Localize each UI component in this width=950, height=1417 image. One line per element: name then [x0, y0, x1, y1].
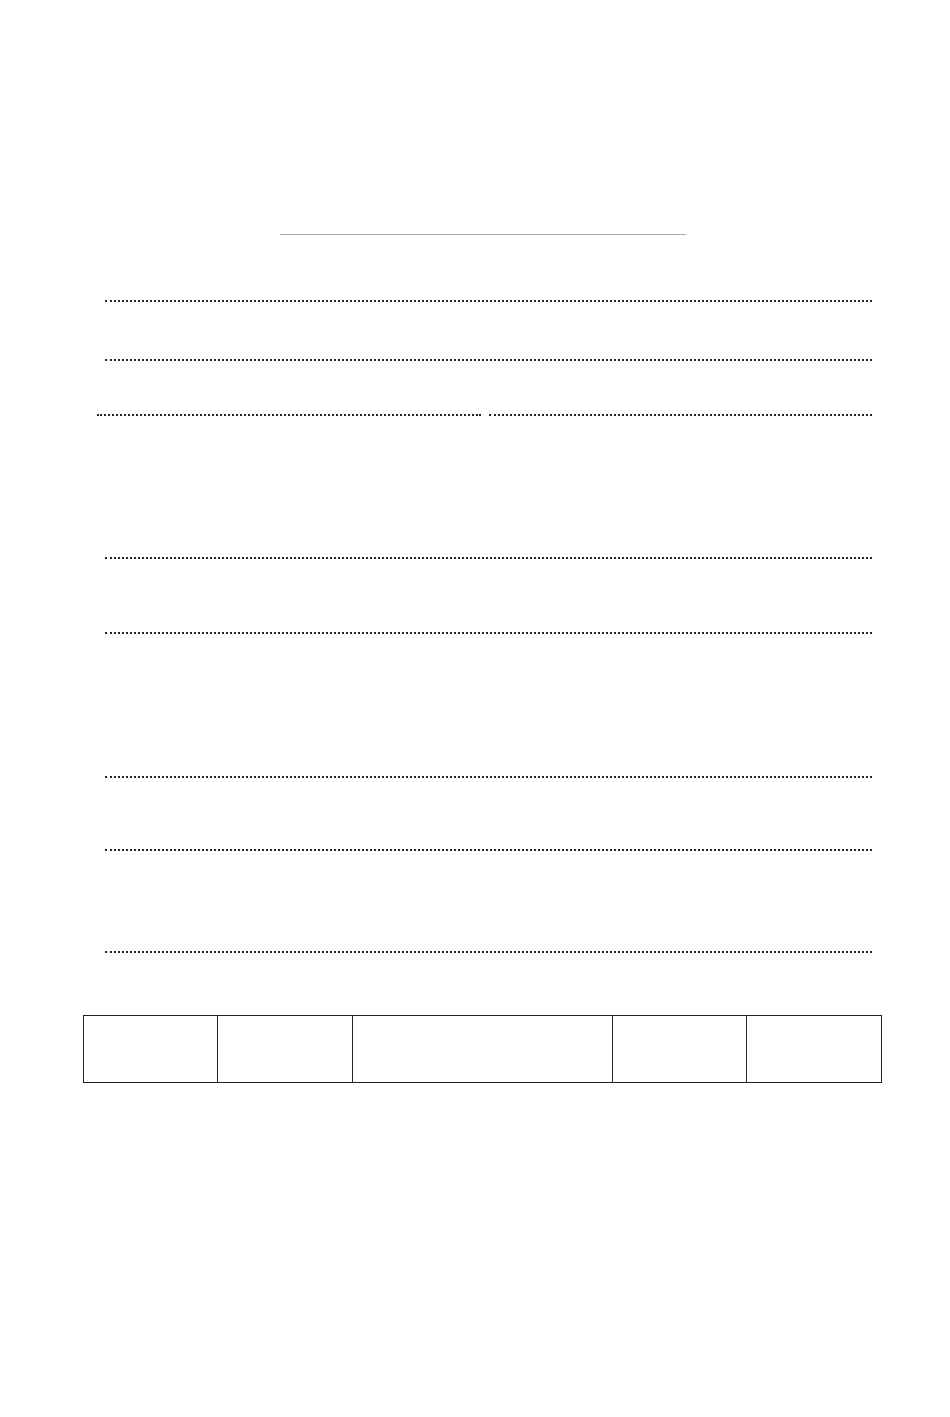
protocol-header-row: [84, 1016, 882, 1083]
period-end-dotted-line[interactable]: [489, 414, 873, 416]
serial-dotted-line[interactable]: [105, 359, 872, 361]
protocol-table: [83, 1015, 882, 1289]
date-print-field[interactable]: [97, 934, 872, 956]
date-print-dotted-line[interactable]: [105, 951, 872, 953]
buyer-name-field[interactable]: [97, 540, 872, 562]
column-header: [747, 1016, 882, 1083]
seller-address-dotted-line[interactable]: [105, 849, 872, 851]
seller-name-dotted-line[interactable]: [105, 776, 872, 778]
serial-field[interactable]: [97, 342, 872, 364]
column-header: [84, 1016, 218, 1083]
buyer-address-dotted-line[interactable]: [105, 632, 872, 634]
period-start-dotted-line[interactable]: [97, 414, 481, 416]
protocol-table-body: [84, 1083, 882, 1289]
period-field[interactable]: [97, 397, 872, 419]
seller-address-field[interactable]: [97, 832, 872, 854]
seller-name-field[interactable]: [97, 759, 872, 781]
model-field[interactable]: [97, 283, 872, 305]
column-header: [613, 1016, 747, 1083]
column-header: [218, 1016, 353, 1083]
buyer-address-field[interactable]: [97, 615, 872, 637]
model-dotted-line[interactable]: [105, 300, 872, 302]
column-header: [353, 1016, 613, 1083]
title-divider: [280, 234, 686, 235]
buyer-name-dotted-line[interactable]: [105, 557, 872, 559]
